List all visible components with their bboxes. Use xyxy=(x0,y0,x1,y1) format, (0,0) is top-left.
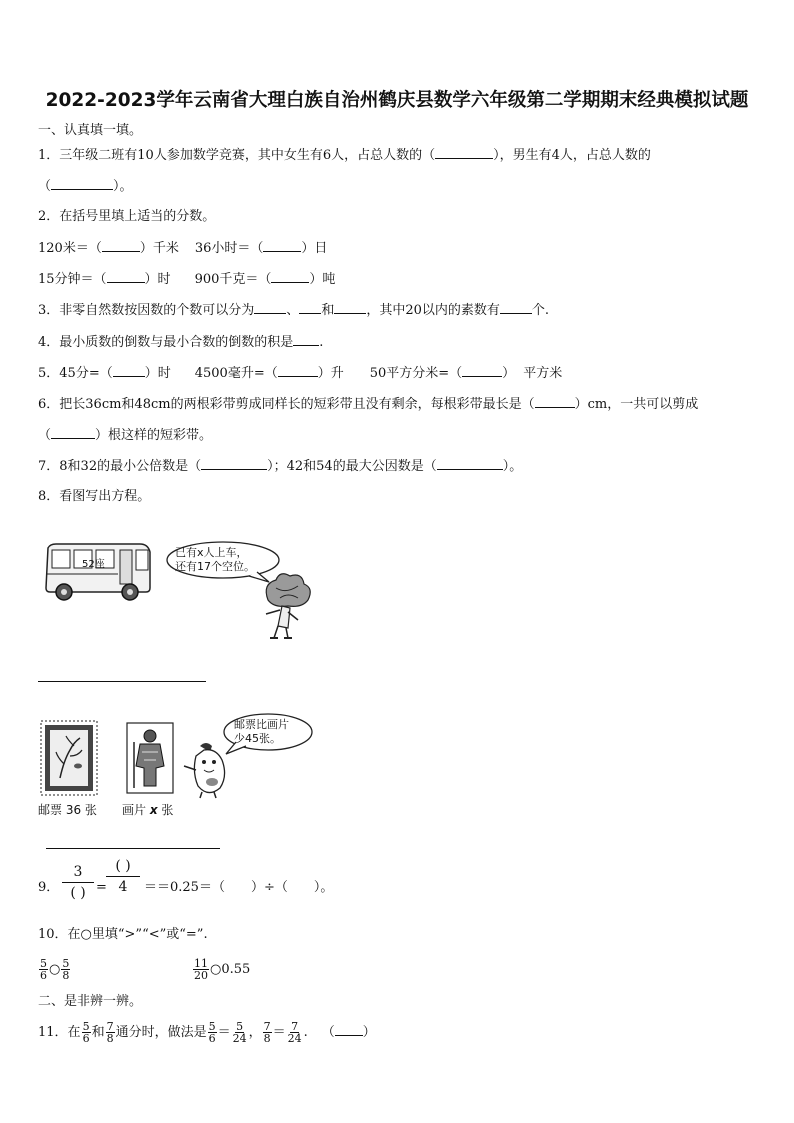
answer-blank[interactable] xyxy=(500,301,532,314)
fraction: $\frac{5}{6}$ xyxy=(40,957,47,982)
fraction: $\frac{11}{20}$ xyxy=(194,957,208,982)
question-number: 6． xyxy=(38,397,60,412)
answer-blank[interactable] xyxy=(462,364,502,377)
question-number: 11． xyxy=(38,1025,68,1040)
answer-blank[interactable] xyxy=(293,333,319,346)
question-2: 2．在括号里填上适当的分数。 xyxy=(38,209,216,224)
answer-blank[interactable] xyxy=(299,301,321,314)
card-caption: 画片 x 张 xyxy=(122,803,174,817)
answer-blank[interactable] xyxy=(535,395,575,408)
bubble-1-line-1: 已有x人上车， xyxy=(175,546,248,559)
answer-line-1[interactable] xyxy=(38,681,206,682)
question-2-line-2: 15分钟＝（ ）时 900千克＝（ ）吨 xyxy=(38,272,336,287)
section-heading-2: 二、是非辨一辨。 xyxy=(38,994,143,1009)
question-number: 5． xyxy=(38,366,60,381)
question-6-cont: （ ）根这样的短彩带。 xyxy=(38,428,213,443)
eggplant-character-icon xyxy=(182,740,238,800)
answer-blank[interactable] xyxy=(263,239,301,252)
question-1: 1．三年级二班有10人参加数学竞赛，其中女生有6人，占总人数的（ ），男生有4人，占总人数的 xyxy=(38,148,651,163)
question-number: 1． xyxy=(38,148,60,163)
bubble-1-line-2: 还有17个空位。 xyxy=(175,560,255,573)
fraction: $\frac{5}{8}$ xyxy=(62,957,70,982)
question-3: 3．非零自然数按因数的个数可以分为 、 和 ，其中20以内的素数有 个. xyxy=(38,303,550,318)
answer-blank[interactable] xyxy=(254,301,286,314)
answer-blank[interactable] xyxy=(437,457,503,470)
question-number: 8． xyxy=(38,489,60,504)
compare-circle[interactable]: ○ xyxy=(210,962,222,977)
question-number: 4． xyxy=(38,335,60,350)
question-7: 7．8和32的最小公倍数是（ ）；42和54的最大公因数是（ ）。 xyxy=(38,459,523,474)
fraction: $\frac{5}{6}$ xyxy=(82,1020,90,1045)
answer-blank[interactable] xyxy=(51,426,95,439)
answer-blank[interactable] xyxy=(271,270,309,283)
fraction: $\frac{7}{24}$ xyxy=(287,1020,302,1045)
question-9-number: 9． xyxy=(38,880,60,895)
question-10: 10．在○里填“>”“<”或“=”. xyxy=(38,927,208,942)
question-8: 8．看图写出方程。 xyxy=(38,489,151,504)
question-6: 6．把长36cm和48cm的两根彩带剪成同样长的短彩带且没有剩余，每根彩带最长是（ ）cm，一共可以剪成 xyxy=(38,397,699,412)
question-number: 10． xyxy=(38,927,68,942)
question-number: 2． xyxy=(38,209,60,224)
question-1-cont: （ ）。 xyxy=(38,179,133,194)
answer-blank[interactable] xyxy=(51,177,113,190)
question-number: 7． xyxy=(38,459,60,474)
fraction: $\frac{7}{8}$ xyxy=(263,1020,271,1045)
question-10-compare-a xyxy=(38,956,71,984)
fraction: $\frac{5}{6}$ xyxy=(208,1020,216,1045)
question-9-tail: ＝＝0.25＝（ ）÷（ ）。 xyxy=(144,880,334,895)
answer-blank[interactable] xyxy=(102,239,140,252)
answer-blank[interactable] xyxy=(335,1023,363,1036)
fraction-1: 3 ( ) xyxy=(62,864,94,901)
answer-blank[interactable] xyxy=(113,364,145,377)
answer-blank[interactable] xyxy=(278,364,318,377)
stamp-caption: 邮票 36 张 xyxy=(38,803,97,817)
stamp-illustration xyxy=(40,720,98,796)
answer-blank[interactable] xyxy=(435,146,493,159)
bubble-2-line-1: 邮票比画片 xyxy=(234,718,289,731)
compare-circle[interactable]: ○ xyxy=(49,962,61,977)
cabbage-character-icon xyxy=(258,570,316,642)
picture-card-illustration xyxy=(126,722,174,794)
bus-seat-label: 52座 xyxy=(82,559,105,570)
question-5: 5．45分=（ ）时 4500毫升=（ ）升 50平方分米=（ ） 平方米 xyxy=(38,366,563,381)
answer-line-2[interactable] xyxy=(46,848,220,849)
fraction-2: ( ) 4 xyxy=(106,858,140,895)
question-2-line-1: 120米＝（ ）千米 36小时＝（ ）日 xyxy=(38,241,328,256)
fraction: $\frac{7}{8}$ xyxy=(106,1020,114,1045)
answer-blank[interactable] xyxy=(201,457,267,470)
question-number: 3． xyxy=(38,303,60,318)
page-title: 2022-2023学年云南省大理白族自治州鹤庆县数学六年级第二学期期末经典模拟试题 xyxy=(45,90,749,111)
question-11: 11．在 $\frac{5}{6}$ 和 $\frac{7}{8}$ 通分时，做法是 $\frac{5}{6}$ ＝ $\frac{5}{24}$ ， $\frac{7}{8}$ ＝ $\frac{7}{24}$ . （ ） xyxy=(38,1020,376,1045)
answer-blank[interactable] xyxy=(107,270,145,283)
question-10-compare-b: $\frac{11}{20}$ ○0.55 xyxy=(194,957,251,982)
bubble-2-line-2: 少45张。 xyxy=(234,732,281,745)
answer-blank[interactable] xyxy=(334,301,366,314)
bus-illustration xyxy=(42,540,154,604)
question-4: 4．最小质数的倒数与最小合数的倒数的积是 . xyxy=(38,335,324,350)
fraction: $\frac{5}{24}$ xyxy=(232,1020,247,1045)
exam-page: 2022-2023学年云南省大理白族自治州鹤庆县数学六年级第二学期期末经典模拟试题 一、认真填一填。 1．三年级二班有10人参加数学竞赛，其中女生有6人，占总人数的（ ），男生有4人，占总人数的 （ ）。 2．在括号里填上适当的分数。 120米＝（ ）千米 36小时＝（ ）日 15分钟＝（ ）时 900千克＝（ ）吨 3．非零自然数按因数的个数可以分为 、 和 ，其中20以内的素数有 个. 4．最小质数的倒数与最小合数的倒数的积是 . 5．45分=（ ）时 4500毫升=（ ）升 50平方分米=（ ） 平方米 6．把长36cm和48cm的两根彩带剪成同样长的短彩带且没有剩余，每根彩带最长是（ ）cm，一共可以剪成 （ ）根这样的短彩带。 7．8和32的最小公倍数是（ ）；42和54的最大公因数是（ ）。 8．看图写出方程。 52座 已有x人上车， 还有17个空位。 邮票 36 张 画片 x 张 邮票比画片 少45张。 9． 3 ( ) = ( ) 4 ＝＝0.25＝（ ）÷（ ）。 10．在○里填“>”“<”或“=”. $\frac{5}{6}$ ○ $\frac{5}{8}$ $\frac{11}{20}$ ○0.55 二、是非辨一辨。 11．在 $\frac{5}{6}$ 和 $\frac{7}{8}$ 通分时，做法是 $\frac{5}{6}$ ＝ $\frac{5}{24}$ ， $\frac{7}{8}$ ＝ $\frac{7}{24}$ . （ ） xyxy=(0,0,794,1123)
section-heading-1: 一、认真填一填。 xyxy=(38,123,143,138)
